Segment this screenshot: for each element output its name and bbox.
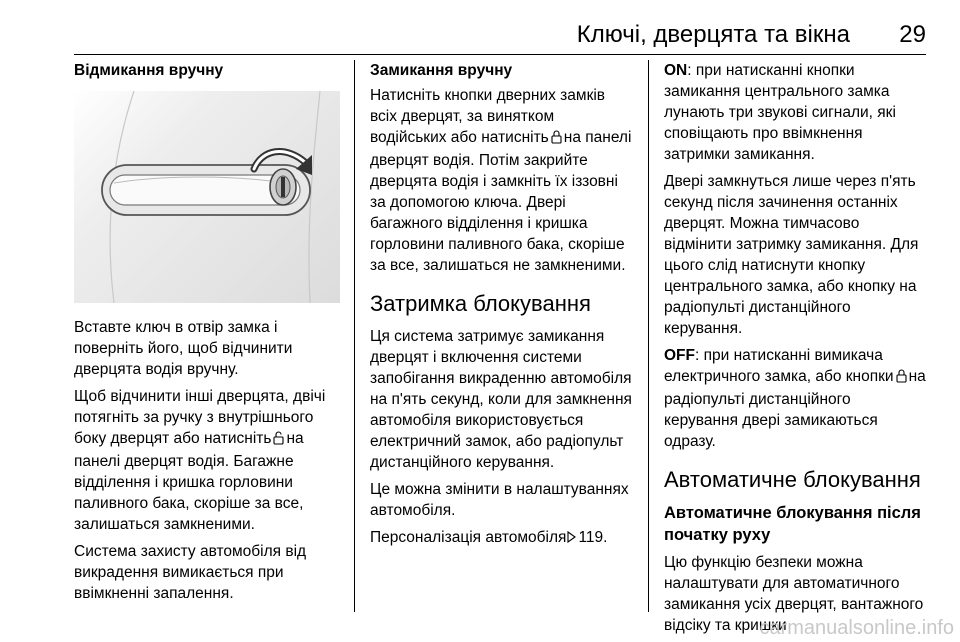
page-reference-icon <box>567 528 576 549</box>
paragraph-personalization-ref: Персоналізація автомобіля 119. <box>370 527 634 549</box>
paragraph-settings: Це можна змінити в налаштуваннях автомобіля. <box>370 481 629 519</box>
column-divider-1 <box>354 60 355 612</box>
section-title-lock-delay: Затримка блокування <box>370 291 591 316</box>
heading-manual-lock: Замикання вручну <box>370 62 513 79</box>
paragraph-lock-delay: Ця система затримує замикання дверцят і включення системи запобігання викраденню автомобіля на п'ять секунд, коли для замкнення автомобіля використовується електричний замок, або радіопульт дистанційного керування. <box>370 328 632 471</box>
paragraph-auto-lock: Цю функцію безпеки можна налаштувати для автоматичного замикання усіх дверцят, вантажного відсіку та кришки <box>664 554 924 634</box>
figure-door-handle <box>74 91 340 303</box>
column-1 <box>74 60 340 610</box>
page-reference-link[interactable]: 119. <box>578 529 608 546</box>
lock-button-icon <box>551 129 562 150</box>
paragraph-anti-theft: Система захисту автомобіля від викрадення вимикається при ввімкненні запалення. <box>74 543 307 602</box>
section-title-auto-lock: Автоматичне блокування <box>664 467 921 492</box>
paragraph-manual-lock: Натисніть кнопки дверних замків всіх дверцят, за винятком водійських або натисніть на панелі дверцят водія. Потім закрийте дверцята водія і замкніть їх іззовні за допомогою ключа. Двері багажного відділення і кришка горловини паливного бака, скоріше за все, залишаться не замкненими. <box>370 87 632 274</box>
paragraph-off-setting: OFF: при натисканні вимикача електричного замка, або кнопки на радіопульті дистанційного керування двері замикаються одразу. <box>664 347 926 450</box>
watermark-text: carmanualsonline.info <box>759 617 954 639</box>
lock-button-icon <box>896 368 907 389</box>
paragraph-on-setting: ON: при натисканні кнопки замикання центрального замка лунають три звукові сигнали, які сповіщають про ввімкнення затримки замикання. <box>664 62 896 163</box>
page-number: 29 <box>899 21 926 48</box>
column-2 <box>370 60 634 555</box>
page-header <box>0 20 928 56</box>
subheading-auto-lock-driving: Автоматичне блокування після початку руху <box>664 504 921 544</box>
unlock-button-icon <box>273 430 284 451</box>
door-handle-illustration <box>74 91 340 303</box>
header-rule <box>74 54 926 55</box>
column-3 <box>664 60 928 642</box>
column-divider-2 <box>648 60 649 612</box>
paragraph-open-other-doors: Щоб відчинити інші дверцята, двічі потягніть за ручку з внутрішнього боку дверцят або натисніть на панелі дверцят водія. Багажне відділення і кришка горловини паливного бака, скоріше за все, залишаться замкненими. <box>74 388 326 533</box>
paragraph-insert-key: Вставте ключ в отвір замка і поверніть його, щоб відчинити дверцята водія вручну. <box>74 319 293 378</box>
heading-manual-unlock: Відмикання вручну <box>74 62 224 79</box>
page-title: Ключі, дверцята та вікна <box>576 21 850 48</box>
paragraph-delay-details: Двері замкнуться лише через п'ять секунд після зачинення останніх дверцят. Можна тимчасово відмінити затримку замикання. Для цього слід натиснути кнопку центрального замка, або кнопку на радіопульті дистанційного керування. <box>664 173 919 337</box>
